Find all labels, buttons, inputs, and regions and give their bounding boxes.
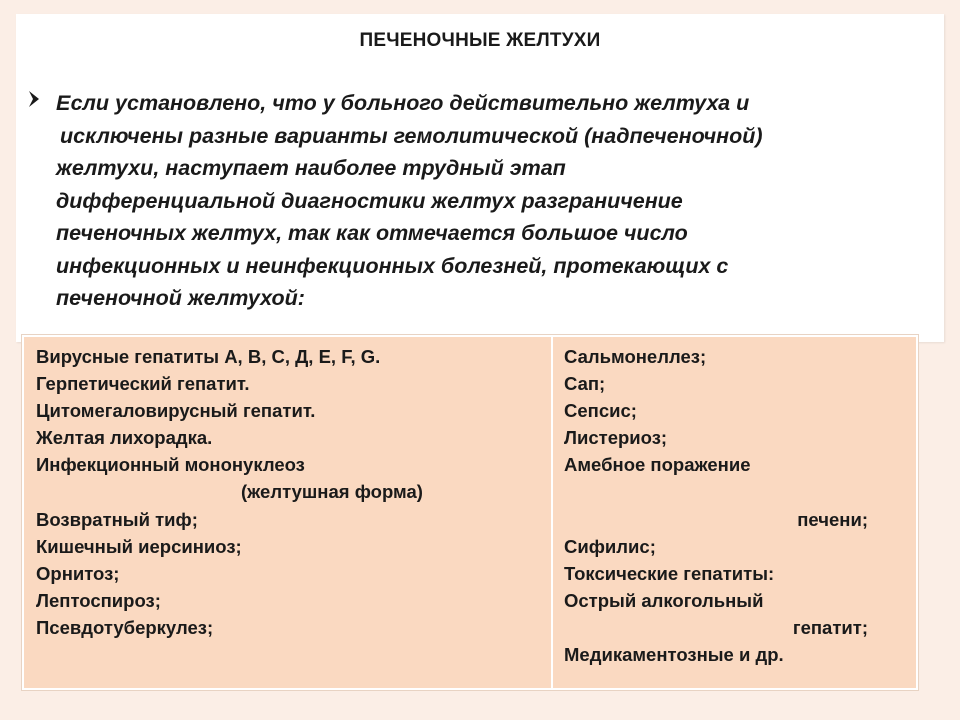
list-item: Медикаментозные и др. — [564, 644, 784, 666]
intro-line: желтухи, наступает наиболее трудный этап — [56, 156, 566, 180]
other-column — [564, 343, 904, 668]
intro-panel — [16, 14, 944, 342]
list-item: Желтая лихорадка. — [36, 427, 213, 449]
list-item: Амебное поражение — [564, 454, 751, 476]
list-item: Сап; — [564, 373, 606, 395]
intro-line: исключены разные варианты гемолитической (надпеченочной) — [60, 123, 763, 148]
list-item-continuation: (желтушная форма) — [241, 481, 423, 503]
list-item: Токсические гепатиты: — [564, 562, 775, 584]
list-item: Лептоспироз; — [36, 589, 161, 611]
intro-line: печеночных желтух, так как отмечается большое число — [56, 221, 688, 245]
list-item: Острый алкогольный — [564, 589, 764, 611]
intro-line: печеночной желтухой: — [56, 286, 305, 310]
list-item: Листериоз; — [564, 427, 668, 449]
list-item: Псевдотуберкулез; — [36, 616, 214, 638]
list-item: Сепсис; — [564, 400, 637, 422]
list-item: Орнитоз; — [36, 562, 120, 584]
column-divider — [551, 337, 553, 688]
diseases-table — [22, 335, 918, 690]
list-item: Вирусные гепатиты А, В, С, Д, Е, F, G. — [36, 346, 381, 367]
list-item: Сифилис; — [564, 535, 656, 557]
infectious-column — [36, 343, 546, 641]
slide-title: ПЕЧЕНОЧНЫЕ ЖЕЛТУХИ — [359, 30, 601, 51]
list-item-continuation: печени; — [797, 508, 868, 530]
intro-text — [56, 87, 936, 315]
list-item: Возвратный тиф; — [36, 508, 198, 530]
intro-line: дифференциальной диагностики желтух разграничение — [56, 188, 683, 213]
blank-line — [564, 478, 904, 505]
list-item: Цитомегаловирусный гепатит. — [36, 400, 316, 422]
list-item: Кишечный иерсиниоз; — [36, 535, 242, 557]
list-item: Инфекционный мононуклеоз — [36, 454, 305, 476]
arrow-bullet-icon — [26, 88, 44, 110]
list-item: Сальмонеллез; — [564, 346, 707, 367]
list-item-continuation: гепатит; — [792, 616, 868, 638]
intro-line: инфекционных и неинфекционных болезней, протекающих с — [56, 253, 729, 278]
intro-line: Если установлено, что у больного действительно желтуха и — [56, 91, 750, 115]
list-item: Герпетический гепатит. — [36, 373, 250, 395]
